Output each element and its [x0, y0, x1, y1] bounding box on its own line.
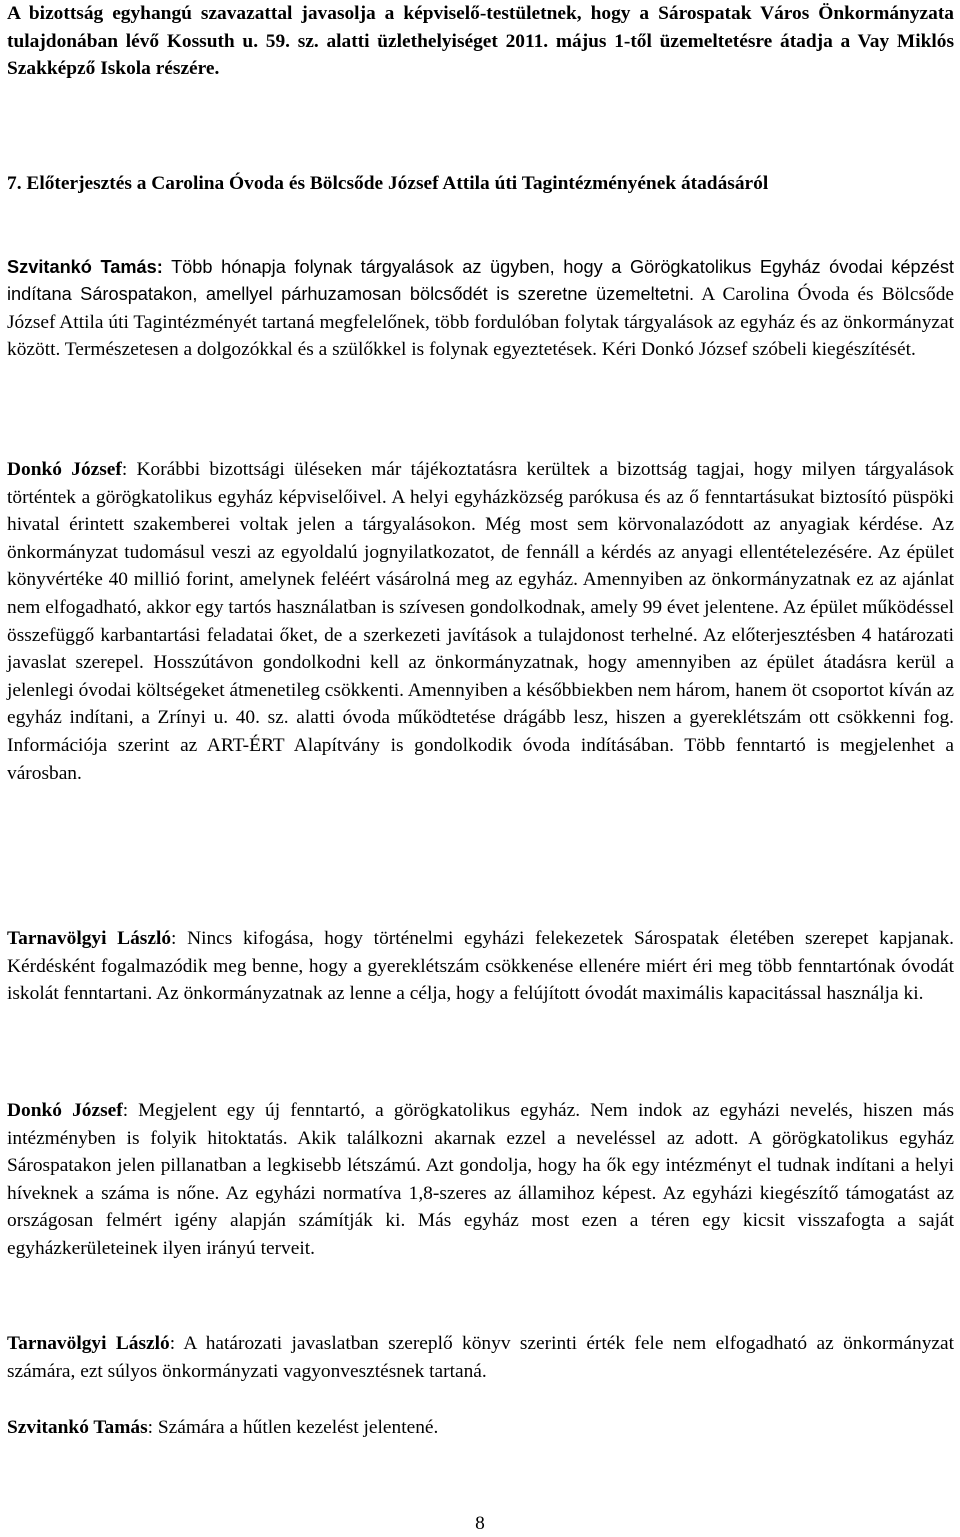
- speaker-name: Tarnavölgyi László: [7, 1333, 170, 1354]
- paragraph-tarnavolgyi-1: [7, 925, 954, 1008]
- resolution-text: A bizottság egyhangú szavazattal javasolja a képviselő-testületnek, hogy a Sárospatak Város Önkormányzata tulajdonában lévő Kossuth u. 59. sz. alatti üzlethelyiséget 2011. május 1-től üzemeltetésre átadja a Vay Miklós Szakképző Iskola részére.: [7, 3, 954, 80]
- speech-text-continued: A Carolina Óvoda és Bölcsőde József Attila úti Tagintézményét tartaná megfelelőnek, több fordulóban folytak tárgyalások az egyház és az önkormányzat között. Természetesen a dolgozókkal és a szülőkkel is folynak egyeztetések. Kéri Donkó József szóbeli kiegészítését.: [7, 284, 954, 360]
- paragraph-szvitanko-2: [7, 1414, 954, 1442]
- speaker-name: Donkó József: [7, 459, 122, 480]
- speech-text: : Megjelent egy új fenntartó, a görögkatolikus egyház. Nem indok az egyházi nevelés, hiszen más intézményben is folyik hitoktatás. Akik találkozni akarnak ezzel a neveléssel az adott. A görögkatolikus egyház Sárospatakon jelen pillanatban a legkisebb létszámú. Azt gondolja, hogy ha ők egy intézményt el tudnak indítani a helyi híveknek a száma is nőne. Az egyházi normatíva 1,8-szeres az államihoz képest. Az egyházi kiegészítő támogatást az országosan felmért igény alapján számítják ki. Más egyház most ezen a téren egy kicsit visszafogta a saját egyházkerületeinek ilyen irányú terveit.: [7, 1100, 954, 1259]
- speaker-name: Tarnavölgyi László: [7, 928, 172, 949]
- page-number: 8: [475, 1513, 485, 1534]
- paragraph-donko-1: [7, 456, 954, 787]
- paragraph-tarnavolgyi-2: [7, 1330, 954, 1385]
- speech-text: Több hónapja folynak tárgyalások az ügyben, hogy a Görögkatolikus Egyház óvodai képzést indítana Sárospatakon, amellyel párhuzamosan bölcsődét is szeretne üzemeltetni.: [7, 257, 954, 305]
- speech-text: : A határozati javaslatban szereplő könyv szerinti érték fele nem elfogadható az önkormányzat számára, ezt súlyos önkormányzati vagyonvesztésnek tartaná.: [7, 1333, 954, 1382]
- agenda-item-heading: 7. Előterjesztés a Carolina Óvoda és Bölcsőde József Attila úti Tagintézményének átadásáról: [7, 173, 769, 194]
- speaker-name: Donkó József: [7, 1100, 123, 1121]
- speech-text: : Korábbi bizottsági üléseken már tájékoztatásra kerültek a bizottság tagjai, hogy milyen tárgyalások történtek a görögkatolikus egyház képviselőivel. A helyi egyházközség parókusa és az ő fenntartásukat biztosító püspöki hivatal érintett szakemberei voltak jelen a tárgyalásokon. Még most sem körvonalazódott az anyagiak kérdése. Az önkormányzat tudomásul veszi az egyoldalú jognyilatkozatot, de fennáll a kérdés az anyagi ellentételezésére. Az épület könyvértéke 40 millió forint, amelynek feléért vásárolná meg az egyház. Amennyiben az önkormányzatnak ez az ajánlat nem elfogadható, akkor egy tartós használatban is szívesen gondolkodnak, amely 99 évet jelentene. Az épület működéssel összefüggő karbantartási feladatai őket, de a szerkezeti javítások a tulajdonost terhelné. Az előterjesztésben 4 határozati javaslat szerepel. Hosszútávon gondolkodni kell az önkormányzatnak, hogy amennyiben az épület átadásra kerül a jelenlegi óvodai költségeket átmenetileg csökkenti. Amennyiben a későbbiekben nem három, hanem öt csoportot kíván az egyház indítani, a Zrínyi u. 40. sz. alatti óvoda működtetése drágább lesz, hiszen a gyereklétszám ott csökkenni fog. Információja szerint az ART-ÉRT Alapítvány is gondolkodik óvoda indításában. Több fenntartó is megjelenhet a városban.: [7, 459, 954, 784]
- speaker-name: Szvitankó Tamás: [7, 1417, 148, 1438]
- paragraph-donko-2: [7, 1097, 954, 1263]
- speech-text: : Nincs kifogása, hogy történelmi egyházi felekezetek Sárospatak életében szerepet kapjanak. Kérdésként fogalmazódik meg benne, hogy a gyereklétszám csökkenése ellenére miért éri meg több fenntartónak óvodát iskolát fenntartani. Az önkormányzatnak az lenne a célja, hogy a felújított óvodát maximális kapacitással használja ki.: [7, 928, 954, 1005]
- speaker-name: Szvitankó Tamás:: [7, 257, 163, 277]
- speech-text: : Számára a hűtlen kezelést jelentené.: [147, 1417, 439, 1438]
- paragraph-szvitanko-1: [7, 254, 954, 363]
